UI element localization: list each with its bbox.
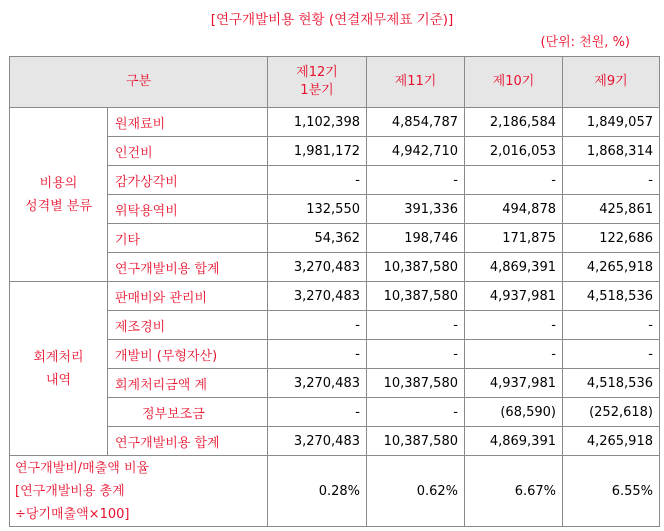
value-cell: 4,869,391 <box>465 253 563 282</box>
value-cell: 425,861 <box>563 195 660 224</box>
value-cell: 3,270,483 <box>268 427 367 456</box>
group-label <box>10 108 108 282</box>
row-label: 기타 <box>108 224 268 253</box>
row-label: 인건비 <box>108 137 268 166</box>
table-row <box>10 282 660 311</box>
value-cell: - <box>465 311 563 340</box>
header-period: 제10기 <box>465 57 563 108</box>
ratio-label-line: [연구개발비용 총계 <box>15 483 125 499</box>
unit-note: (단위: 천원, %) <box>540 35 630 50</box>
row-label: 감가상각비 <box>108 166 268 195</box>
header-period: 제9기 <box>563 57 660 108</box>
value-cell: 4,518,536 <box>563 282 660 311</box>
value-cell: 132,550 <box>268 195 367 224</box>
value-cell: 10,387,580 <box>367 282 465 311</box>
table-row <box>10 253 660 282</box>
value-cell: 1,981,172 <box>268 137 367 166</box>
table-row <box>10 398 660 427</box>
ratio-value: 0.62% <box>367 456 465 527</box>
value-cell: 10,387,580 <box>367 427 465 456</box>
header-row <box>10 57 660 108</box>
row-label: 정부보조금 <box>108 398 268 427</box>
row-label: 원재료비 <box>108 108 268 137</box>
ratio-value: 6.55% <box>563 456 660 527</box>
table-row <box>10 166 660 195</box>
value-cell: 10,387,580 <box>367 369 465 398</box>
table-row <box>10 224 660 253</box>
table-title: [연구개발비용 현황 (연결재무제표 기준)] <box>210 12 454 28</box>
row-label: 판매비와 관리비 <box>108 282 268 311</box>
ratio-label-line: 연구개발비/매출액 비율 <box>15 460 150 476</box>
value-cell: - <box>465 166 563 195</box>
value-cell: - <box>465 340 563 369</box>
value-cell: - <box>563 340 660 369</box>
table-row <box>10 311 660 340</box>
value-cell: - <box>268 311 367 340</box>
value-cell: 2,186,584 <box>465 108 563 137</box>
row-label: 회계처리금액 계 <box>108 369 268 398</box>
value-cell: - <box>367 166 465 195</box>
value-cell: 10,387,580 <box>367 253 465 282</box>
value-cell: (68,590) <box>465 398 563 427</box>
row-label: 연구개발비용 합계 <box>108 253 268 282</box>
value-cell: - <box>563 311 660 340</box>
header-period-line1: 제12기 <box>296 65 338 80</box>
value-cell: 4,869,391 <box>465 427 563 456</box>
row-label: 개발비 (무형자산) <box>108 340 268 369</box>
table-row <box>10 137 660 166</box>
rd-expense-table <box>9 56 660 527</box>
value-cell: - <box>268 398 367 427</box>
table-row <box>10 195 660 224</box>
value-cell: - <box>563 166 660 195</box>
table-row <box>10 340 660 369</box>
value-cell: 198,746 <box>367 224 465 253</box>
value-cell: - <box>268 340 367 369</box>
value-cell: 54,362 <box>268 224 367 253</box>
value-cell: 391,336 <box>367 195 465 224</box>
value-cell: - <box>268 166 367 195</box>
value-cell: (252,618) <box>563 398 660 427</box>
value-cell: 494,878 <box>465 195 563 224</box>
header-period-line2: 1분기 <box>300 83 334 98</box>
value-cell: 4,518,536 <box>563 369 660 398</box>
value-cell: 3,270,483 <box>268 282 367 311</box>
ratio-row <box>10 456 660 527</box>
value-cell: 2,016,053 <box>465 137 563 166</box>
group-label-line: 내역 <box>45 372 72 388</box>
value-cell: 1,868,314 <box>563 137 660 166</box>
table-row <box>10 108 660 137</box>
value-cell: 4,937,981 <box>465 282 563 311</box>
ratio-label <box>10 456 268 527</box>
value-cell: 4,265,918 <box>563 253 660 282</box>
value-cell: 171,875 <box>465 224 563 253</box>
table-row <box>10 427 660 456</box>
header-category: 구분 <box>10 57 268 108</box>
value-cell: 1,102,398 <box>268 108 367 137</box>
value-cell: 4,942,710 <box>367 137 465 166</box>
group-label <box>10 282 108 456</box>
value-cell: 1,849,057 <box>563 108 660 137</box>
group-label-line: 비용의 <box>39 175 78 191</box>
value-cell: 3,270,483 <box>268 253 367 282</box>
value-cell: 4,265,918 <box>563 427 660 456</box>
row-label: 위탁용역비 <box>108 195 268 224</box>
value-cell: 4,937,981 <box>465 369 563 398</box>
header-period: 제11기 <box>367 57 465 108</box>
row-label: 연구개발비용 합계 <box>108 427 268 456</box>
ratio-value: 0.28% <box>268 456 367 527</box>
value-cell: - <box>367 398 465 427</box>
value-cell: 4,854,787 <box>367 108 465 137</box>
value-cell: - <box>367 311 465 340</box>
ratio-label-line: ÷당기매출액×100] <box>15 506 130 522</box>
row-label: 제조경비 <box>108 311 268 340</box>
header-period <box>268 57 367 108</box>
value-cell: - <box>367 340 465 369</box>
ratio-value: 6.67% <box>465 456 563 527</box>
table-row <box>10 369 660 398</box>
value-cell: 122,686 <box>563 224 660 253</box>
group-label-line: 회계처리 <box>33 349 84 365</box>
value-cell: 3,270,483 <box>268 369 367 398</box>
group-label-line: 성격별 분류 <box>25 198 92 214</box>
